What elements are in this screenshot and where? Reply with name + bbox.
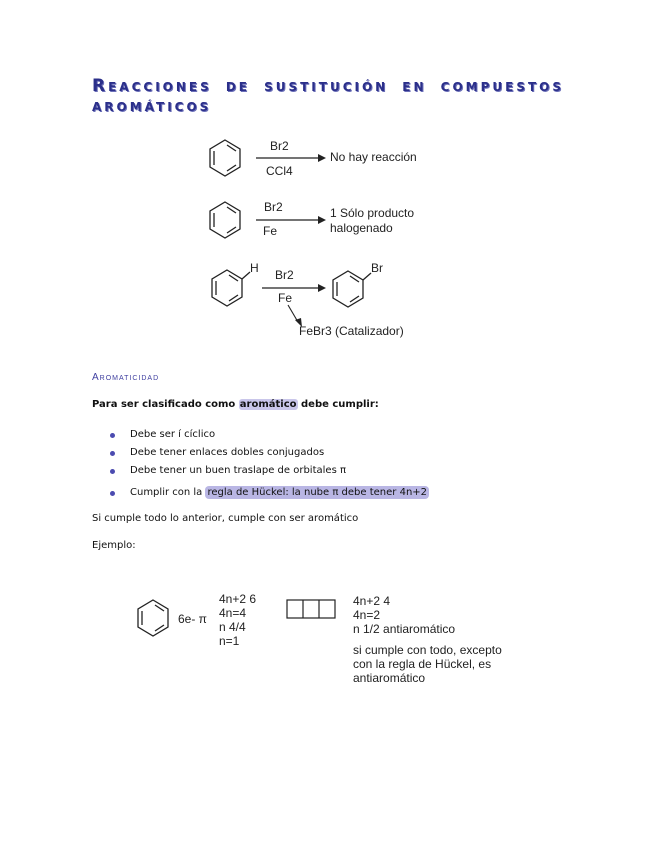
page-title: Reacciones de sustitución en compuestos aromáticos <box>92 76 564 116</box>
benzene-calc-4: n=1 <box>219 634 240 648</box>
highlight-aromatico: aromático <box>239 399 297 410</box>
criteria-list <box>110 426 429 502</box>
bromobenzene-ring <box>333 271 371 307</box>
product-2-line2: halogenado <box>330 221 393 235</box>
cbd-calc-3: n 1/2 antiaromático <box>353 622 456 636</box>
benzene-calc-2: 4n=4 <box>219 606 247 620</box>
reagent-2: Br2 <box>264 200 283 214</box>
cbd-note-3: antiaromático <box>353 671 426 685</box>
intro-text: Para ser clasificado como aromático debe cumplir: <box>92 399 379 410</box>
cyclobutadiene-boxes <box>287 600 335 618</box>
benzene-calc-1: 4n+2 6 <box>219 592 257 606</box>
example-benzene-ring <box>138 600 168 636</box>
condition-1: CCl4 <box>266 164 293 178</box>
list-item: Cumplir con la regla de Hückel: la nube π debe tener 4n+2 <box>110 484 429 502</box>
summary-text: Si cumple todo lo anterior, cumple con ser aromático <box>92 513 359 524</box>
product-1: No hay reacción <box>330 150 417 164</box>
benzene-ring-2 <box>210 202 240 238</box>
product-2-line1: 1 Sólo producto <box>330 206 415 220</box>
benzene-ring-1 <box>210 140 240 176</box>
condition-2: Fe <box>263 224 278 238</box>
bullet-icon <box>110 451 115 456</box>
reagent-3: Br2 <box>275 268 294 282</box>
cbd-calc-2: 4n=2 <box>353 608 381 622</box>
highlight-huckel: regla de Hückel: la nube π debe tener 4n+2 <box>207 487 428 498</box>
reactant-h-label: H <box>250 261 259 275</box>
product-br-label: Br <box>371 261 383 275</box>
example-label: Ejemplo: <box>92 540 136 551</box>
reaction-scheme <box>0 0 655 350</box>
benzene-calc-3: n 4/4 <box>219 620 246 634</box>
reagent-1: Br2 <box>270 139 289 153</box>
bullet-icon <box>110 469 115 474</box>
section-heading: Aromaticidad <box>92 372 160 383</box>
example-drawings <box>0 590 655 650</box>
list-item: Debe tener un buen traslape de orbitales π <box>110 462 429 480</box>
catalyst-label: FeBr3 (Catalizador) <box>299 324 404 338</box>
bullet-icon <box>110 433 115 438</box>
bullet-icon <box>110 491 115 496</box>
cbd-calc-1: 4n+2 4 <box>353 594 391 608</box>
list-item: Debe tener enlaces dobles conjugados <box>110 444 429 462</box>
benzene-ring-3 <box>212 270 250 306</box>
condition-3: Fe <box>278 291 293 305</box>
cbd-note-1: si cumple con todo, excepto <box>353 643 502 657</box>
benzene-electrons: 6e- π <box>178 612 207 626</box>
cbd-note-2: con la regla de Hückel, es <box>353 657 492 671</box>
list-item: Debe ser í cíclico <box>110 426 429 444</box>
